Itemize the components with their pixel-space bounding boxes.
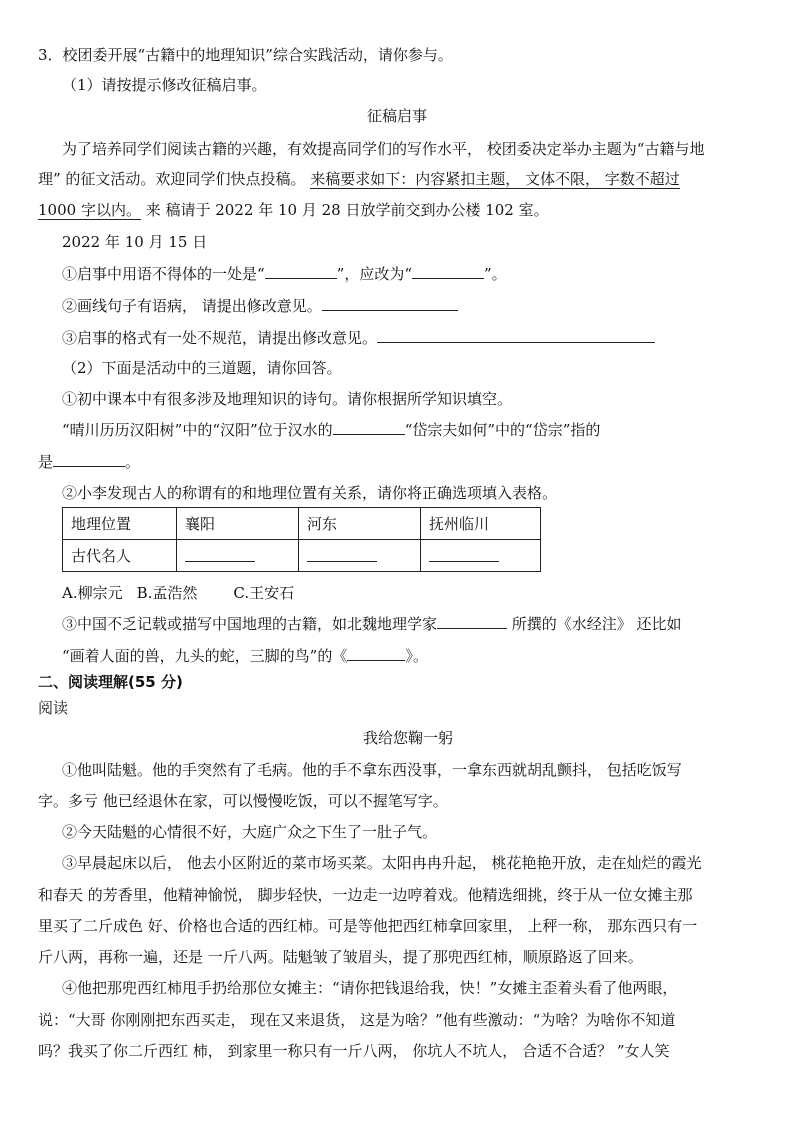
table-header-cell: 河东 — [299, 508, 421, 540]
answer-blank[interactable] — [333, 420, 405, 435]
table-answer-cell[interactable] — [421, 540, 541, 572]
answer-blank[interactable] — [377, 328, 655, 343]
notice-text: 理” 的征文活动。欢迎同学们快点投稿。 — [38, 170, 311, 188]
poem-fill-line-1 — [62, 420, 600, 440]
answer-blank[interactable] — [53, 452, 125, 467]
part2-question-1: ①初中课本中有很多涉及地理知识的诗句。请你根据所学知识填空。 — [62, 390, 513, 408]
table-header-cell: 襄阳 — [177, 508, 299, 540]
geo-table — [62, 507, 541, 572]
q3-text-d: 》。 — [405, 647, 428, 665]
option-a: A.柳宗元 — [62, 584, 123, 602]
underlined-sentence-part1: 来稿要求如下：内容紧扣主题， 文体不限， 字数不超过 — [310, 170, 680, 188]
answer-blank[interactable] — [322, 296, 458, 311]
table-row-label: 古代名人 — [63, 540, 177, 572]
part2-question-3-line-2 — [62, 646, 428, 666]
article-line: ①他叫陆魁。他的手突然有了毛病。他的手不拿东西没事，一拿东西就胡乱颤抖， 包括吃饭写 — [62, 761, 682, 779]
section-sub: 阅读 — [38, 699, 69, 717]
article-line: 和春天 的芳香里，他精神愉悦， 脚步轻快，一边走一边哼着戏。他精选细挑，终于从一位女摊主那 — [38, 886, 693, 904]
sq1-text-a: ①启事中用语不得体的一处是“ — [62, 265, 265, 283]
article-line: 说：“大哥 你刚刚把东西买走， 现在又来退货， 这是为啥？”他有些激动：“为啥？为啥你不知道 — [38, 1011, 676, 1029]
notice-line-1: 为了培养同学们阅读古籍的兴趣，有效提高同学们的写作水平， 校团委决定举办主题为“古籍与地 — [62, 140, 705, 158]
table-header-cell: 抚州临川 — [421, 508, 541, 540]
section-heading: 二、阅读理解(55 分) — [38, 673, 183, 691]
notice-title: 征稿启事 — [366, 107, 427, 125]
table-row — [63, 540, 541, 572]
notice-line-2 — [38, 169, 680, 189]
q3-text-a: ③中国不乏记载或描写中国地理的古籍，如北魏地理学家 — [62, 615, 438, 633]
subquestion-2 — [62, 296, 458, 316]
poem-text-d: 。 — [125, 453, 141, 471]
table-answer-cell[interactable] — [299, 540, 421, 572]
notice-text: 来 稿请于 2022 年 10 月 28 日放学前交到办公楼 102 室。 — [140, 201, 549, 219]
table-answer-cell[interactable] — [177, 540, 299, 572]
answer-blank[interactable] — [185, 545, 255, 562]
notice-line-3 — [38, 200, 549, 220]
article-line: ③早晨起床以后， 他去小区附近的菜市场买菜。太阳冉冉升起， 桃花艳艳开放，走在灿烂的霞光 — [62, 854, 702, 872]
subquestion-1 — [62, 264, 507, 284]
option-c: C.王安石 — [233, 584, 295, 602]
poem-text-a: “晴川历历汉阳树”中的“汉阳”位于汉水的 — [62, 421, 333, 439]
article-line: 吗？我买了你二斤西红 柿， 到家里一称只有一斤八两， 你坑人不坑人， 合适不合适？ ”女人笑 — [38, 1042, 670, 1060]
poem-text-b: “岱宗夫如何”中的“岱宗”指的 — [404, 421, 601, 439]
answer-blank[interactable] — [347, 646, 405, 661]
part1-prompt: （1）请按提示修改征稿启事。 — [62, 76, 267, 94]
poem-fill-line-2 — [38, 452, 140, 472]
part2-prompt: （2）下面是活动中的三道题，请你回答。 — [62, 359, 342, 377]
table-row — [63, 508, 541, 540]
answer-blank[interactable] — [429, 545, 499, 562]
question-stem: 3．校团委开展“古籍中的地理知识”综合实践活动，请你参与。 — [38, 46, 453, 64]
options-line — [62, 583, 294, 603]
answer-blank[interactable] — [412, 264, 484, 279]
q3-text-c: “画着人面的兽，九头的蛇，三脚的鸟”的《 — [62, 647, 348, 665]
article-line: 字。多亏 他已经退休在家，可以慢慢吃饭，可以不握笔写字。 — [38, 792, 448, 810]
article-line: 斤八两，再称一遍，还是 一斤八两。陆魁皱了皱眉头，提了那兜西红柿，顺原路返了回来。 — [38, 948, 643, 966]
option-b: B.孟浩然 — [136, 584, 198, 602]
sq2-text: ②画线句子有语病， 请提出修改意见。 — [62, 297, 322, 315]
sq1-text-c: ”。 — [484, 265, 507, 283]
article-line: ②今天陆魁的心情很不好，大庭广众之下生了一肚子气。 — [62, 823, 438, 841]
table-header-cell: 地理位置 — [63, 508, 177, 540]
part2-question-3-line-1 — [62, 614, 682, 634]
poem-text-c: 是 — [38, 453, 54, 471]
answer-blank[interactable] — [265, 264, 337, 279]
notice-date: 2022 年 10 月 15 日 — [62, 233, 208, 251]
answer-blank[interactable] — [307, 545, 377, 562]
article-line: ④他把那兜西红柿甩手扔给那位女摊主：“请你把钱退给我，快！”女摊主歪着头看了他两眼， — [62, 979, 678, 997]
sq3-text: ③启事的格式有一处不规范，请提出修改意见。 — [62, 329, 378, 347]
q3-text-b: 所撰的《水经注》 还比如 — [507, 615, 682, 633]
sq1-text-b: ”，应改为“ — [336, 265, 413, 283]
part2-question-2: ②小李发现古人的称谓有的和地理位置有关系，请你将正确选项填入表格。 — [62, 484, 558, 502]
subquestion-3 — [62, 328, 655, 348]
underlined-sentence-part2: 1000 字以内。 — [38, 201, 141, 219]
article-title: 我给您鞠一躬 — [362, 729, 453, 747]
article-line: 里买了二斤成色 好、价格也合适的西红柿。可是等他把西红柿拿回家里， 上秤一称， 那东西只有一 — [38, 917, 698, 935]
answer-blank[interactable] — [437, 614, 507, 629]
